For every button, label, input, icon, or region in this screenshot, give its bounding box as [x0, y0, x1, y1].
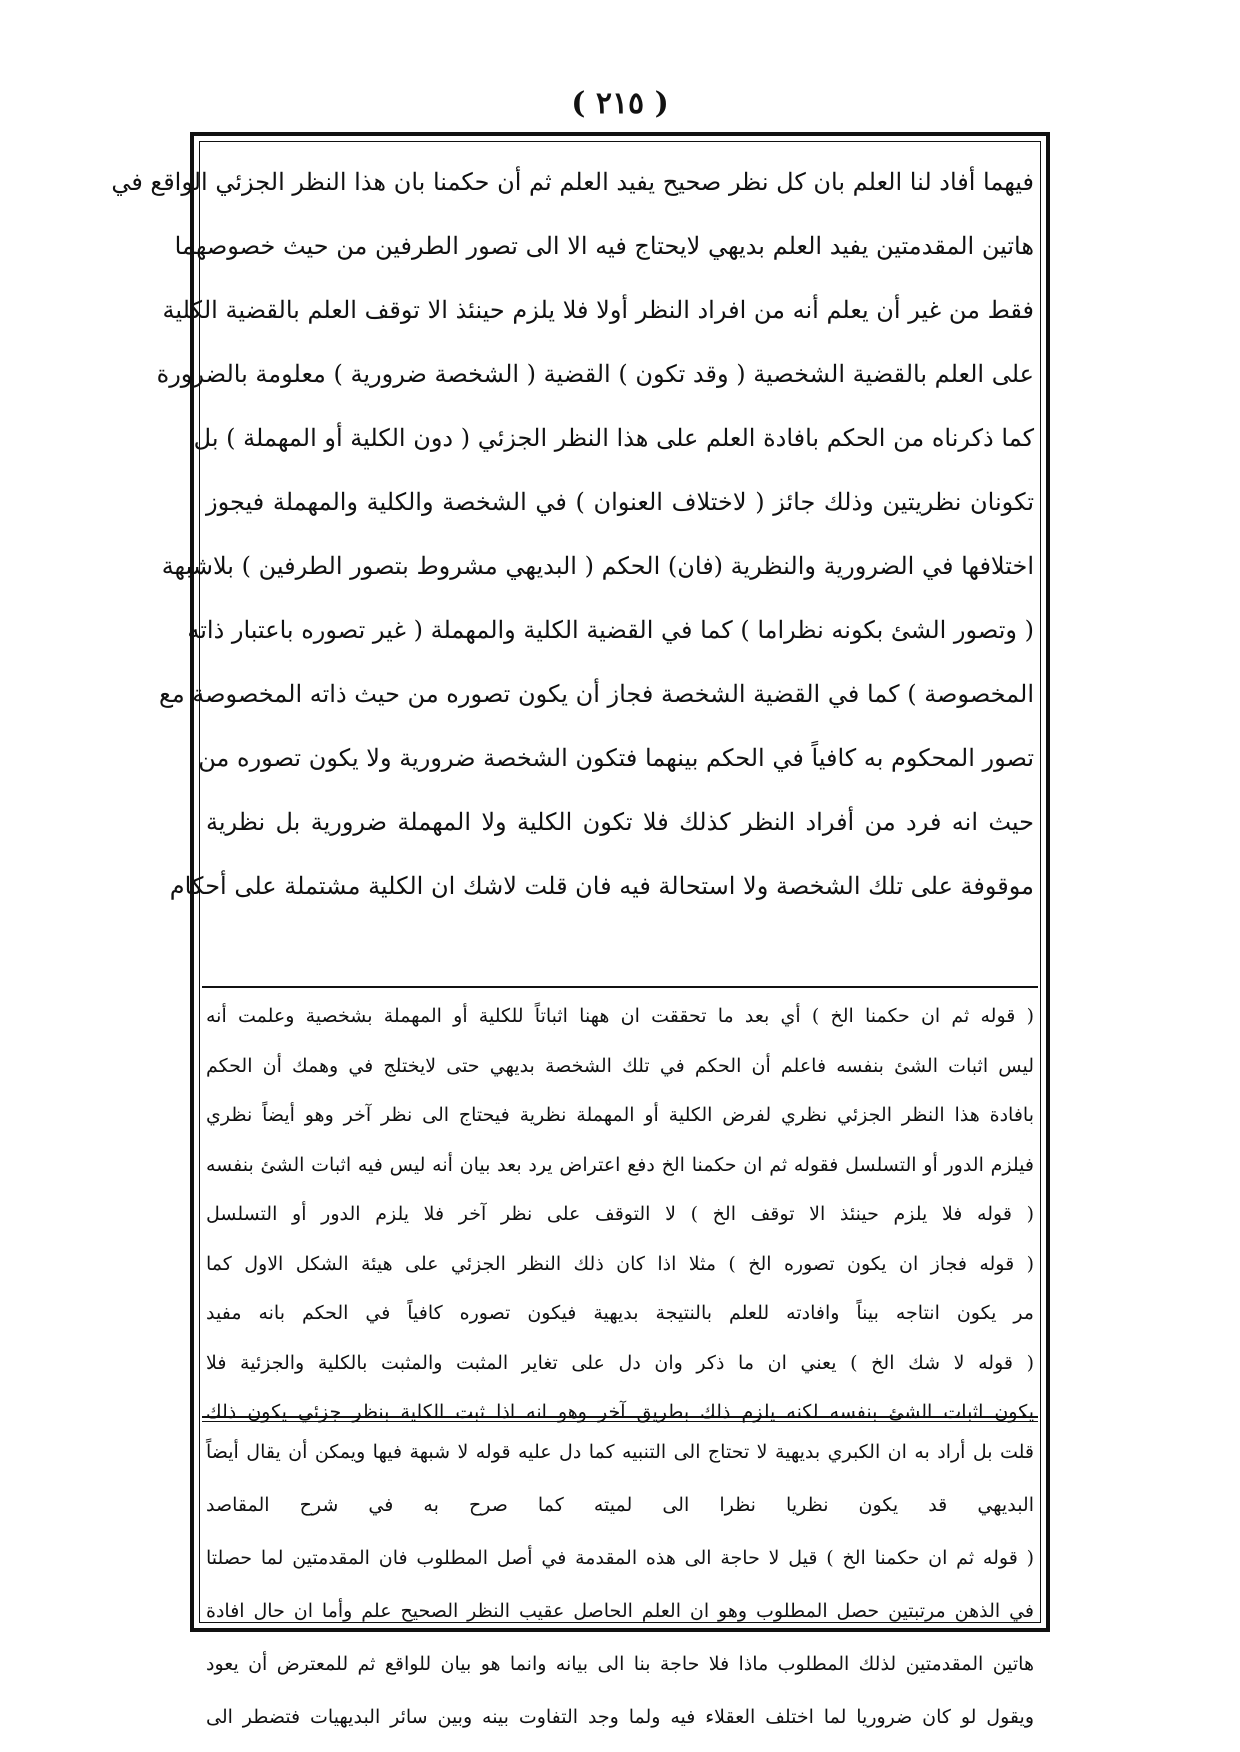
page-number: ( ٢١٥ ) [571, 86, 669, 121]
main-text-line: المخصوصة ) كما في القضية الشخصة فجاز أن يكون تصوره من حيث ذاته المخصوصة مع [159, 680, 1034, 708]
main-text-line: فقط من غير أن يعلم أنه من افراد النظر أولا فلا يلزم حينئذ الا توقف العلم بالقضية الكلية [162, 296, 1034, 324]
main-text-line: تكونان نظريتين وذلك جائز ( لاختلاف العنوان ) في الشخصة والكلية والمهملة فيجوز [206, 488, 1034, 516]
section-divider [202, 1416, 1038, 1418]
gloss-line: في الذهن مرتبتين حصل المطلوب وهو ان العلم الحاصل عقيب النظر الصحيح علم وأما ان حال افادة [206, 1600, 1034, 1622]
section-divider [202, 986, 1038, 988]
main-text-line: فيهما أفاد لنا العلم بان كل نظر صحيح يفيد العلم ثم أن حكمنا بان هذا النظر الجزئي الواقع في [111, 168, 1034, 196]
gloss-line: ليس اثبات الشئ بنفسه فاعلم أن الحكم في تلك الشخصة بديهي حتى لايختلج في وهمك أن الحكم [206, 1054, 1034, 1077]
gloss-line: فيلزم الدور أو التسلسل فقوله ثم ان حكمنا الخ دفع اعتراض يرد بعد بيان أنه ليس فيه اثبات الشئ بنفسه [206, 1153, 1034, 1176]
gloss-line: ( قوله ثم ان حكمنا الخ ) أي بعد ما تحققت ان ههنا اثباتاً للكلية أو المهملة بشخصية وعلمت أنه [206, 1005, 1034, 1027]
main-text-line: هاتين المقدمتين يفيد العلم بديهي لايحتاج فيه الا الى تصور الطرفين من حيث خصوصهما [174, 232, 1034, 260]
main-text-line: موقوفة على تلك الشخصة ولا استحالة فيه فان قلت لاشك ان الكلية مشتملة على أحكام [169, 872, 1034, 900]
gloss-line: بافادة هذا النظر الجزئي نظري لفرض الكلية أو المهملة نظرية فيحتاج الى نظر آخر وهو أيضاً نظري [206, 1104, 1034, 1126]
gloss-line: البديهي قد يكون نظريا نظرا الى لميته كما صرح به في شرح المقاصد [206, 1494, 1034, 1516]
first-gloss [206, 992, 1034, 1438]
gloss-line: مر يكون انتاجه بيناً وافادته للعلم بالنتيجة بديهية فيكون تصوره كافياً في الحكم بانه مفيد [206, 1302, 1034, 1324]
page-frame [111, 132, 1050, 1728]
gloss-line: ( قوله ثم ان حكمنا الخ ) قيل لا حاجة الى هذه المقدمة في أصل المطلوب فان المقدمتين لما حصلتا [206, 1547, 1034, 1569]
gloss-line: ( قوله لا شك الخ ) يعني ان ما ذكر وان دل على تغاير المثبت والمثبت بالكلية والجزئية فلا [206, 1351, 1034, 1374]
section-divider [202, 1421, 1038, 1422]
main-text-line: كما ذكرناه من الحكم بافادة العلم على هذا النظر الجزئي ( دون الكلية أو المهملة ) بل [193, 424, 1034, 452]
main-text-line: تصور المحكوم به كافياً في الحكم بينهما فتكون الشخصة ضرورية ولا يكون تصوره من [198, 744, 1034, 772]
main-text-line: حيث انه فرد من أفراد النظر كذلك فلا تكون الكلية ولا المهملة ضرورية بل نظرية [206, 808, 1034, 836]
main-text-line: ( وتصور الشئ بكونه نظراما ) كما في القضية الكلية والمهملة ( غير تصوره باعتبار ذاته [187, 616, 1034, 644]
main-text-line: اختلافها في الضرورية والنظرية (فان) الحكم ( البديهي مشروط بتصور الطرفين ) بلاشبهة [161, 552, 1034, 580]
gloss-line: قلت بل أراد به ان الكبري بديهية لا تحتاج الى التنبيه كما دل عليه قوله لا شبهة فيها ويمكن أن يقال أيضاً [206, 1441, 1034, 1463]
main-text [111, 150, 1034, 918]
gloss-line: يكون اثبات الشئ بنفسه لكنه يلزم ذلك بطريق آخر وهو انه اذا ثبت الكلية بنظر جزئي يكون ذلك [206, 1401, 1034, 1423]
gloss-line: هاتين المقدمتين لذلك المطلوب ماذا فلا حاجة بنا الى بيانه وانما هو بيان للواقع ثم للمعترض أن يعود [206, 1653, 1034, 1675]
gloss-line: ( قوله فجاز ان يكون تصوره الخ ) مثلا اذا كان ذلك النظر الجزئي على هيئة الشكل الاول كما [206, 1252, 1034, 1275]
gloss-line: ( قوله فلا يلزم حينئذ الا توقف الخ ) لا التوقف على نظر آخر فلا يلزم الدور أو التسلسل [206, 1203, 1034, 1225]
second-gloss [206, 1426, 1034, 1744]
main-text-line: على العلم بالقضية الشخصية ( وقد تكون ) القضية ( الشخصة ضرورية ) معلومة بالضرورة [156, 360, 1034, 388]
gloss-line: ويقول لو كان ضروريا لما اختلف العقلاء فيه ولما وجد التفاوت بينه وبين سائر البديهيات فتضطر الى [206, 1706, 1034, 1728]
